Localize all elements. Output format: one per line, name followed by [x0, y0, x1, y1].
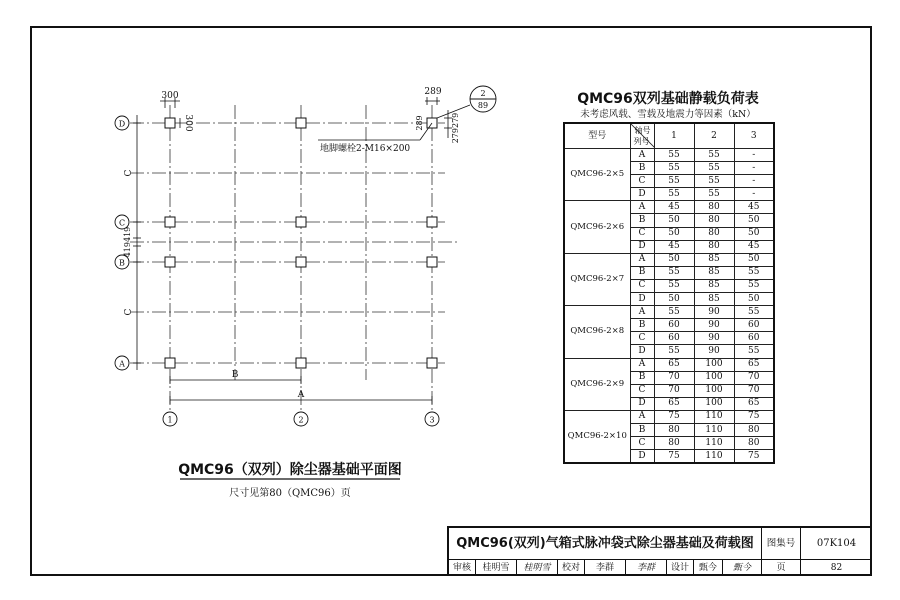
load-value-cell: 55 — [654, 149, 694, 162]
title-block — [447, 526, 872, 576]
axis-label-d: D — [118, 119, 126, 129]
load-value-cell: 75 — [734, 450, 774, 464]
load-value-cell: 75 — [734, 410, 774, 423]
row-id-cell: D — [630, 240, 654, 253]
axis-label-a: A — [119, 359, 125, 369]
load-value-cell: 110 — [694, 437, 734, 450]
page-label: 页 — [762, 560, 801, 576]
load-table-block — [563, 90, 773, 464]
load-value-cell: 55 — [734, 345, 774, 358]
row-id-cell: C — [630, 384, 654, 397]
load-value-cell: 90 — [694, 306, 734, 319]
dim-a: A — [297, 390, 305, 400]
load-value-cell: 85 — [694, 253, 734, 266]
load-value-cell: 80 — [694, 201, 734, 214]
load-value-cell: 55 — [654, 306, 694, 319]
review-label: 审核 — [449, 560, 476, 576]
load-value-cell: 80 — [694, 214, 734, 227]
load-value-cell: 55 — [654, 266, 694, 279]
load-value-cell: 55 — [654, 175, 694, 188]
load-value-cell: 90 — [694, 319, 734, 332]
load-value-cell: 85 — [694, 266, 734, 279]
dim-300-left: 300 — [183, 114, 193, 132]
drawing-title: QMC96(双列)气箱式脉冲袋式除尘器基础及荷载图 — [449, 528, 762, 559]
review-name: 桂明雪 — [476, 560, 517, 576]
load-table — [563, 122, 775, 464]
row-id-cell: D — [630, 450, 654, 464]
load-value-cell: 70 — [734, 384, 774, 397]
plan-note: 尺寸见第80（QMC96）页 — [229, 488, 351, 499]
load-value-cell: 90 — [694, 332, 734, 345]
load-value-cell: 50 — [654, 253, 694, 266]
load-value-cell: 50 — [734, 214, 774, 227]
design-signature: 甄今 — [723, 560, 762, 576]
plan-title: QMC96（双列）除尘器基础平面图 — [178, 462, 402, 478]
load-value-cell: 80 — [654, 437, 694, 450]
load-value-cell: 75 — [654, 410, 694, 423]
row-id-cell: D — [630, 188, 654, 201]
load-value-cell: 80 — [734, 423, 774, 436]
load-value-cell: 110 — [694, 423, 734, 436]
load-value-cell: 45 — [654, 240, 694, 253]
table-row — [564, 358, 774, 371]
dim-c-upper: C — [124, 169, 134, 177]
load-value-cell: 100 — [694, 384, 734, 397]
design-name: 甄今 — [694, 560, 723, 576]
load-value-cell: 85 — [694, 279, 734, 292]
load-value-cell: 55 — [694, 162, 734, 175]
load-value-cell: 50 — [654, 214, 694, 227]
load-value-cell: 55 — [654, 345, 694, 358]
load-value-cell: 60 — [654, 319, 694, 332]
load-value-cell: 65 — [734, 358, 774, 371]
row-id-cell: C — [630, 175, 654, 188]
load-value-cell: 100 — [694, 397, 734, 410]
table-row — [564, 253, 774, 266]
load-table-subtitle: 未考虑风载、雪载及地震力等因素（kN） — [580, 109, 756, 120]
load-value-cell: 50 — [654, 227, 694, 240]
header-axis-3: 3 — [734, 123, 774, 149]
row-id-cell: C — [630, 437, 654, 450]
design-label: 设计 — [667, 560, 694, 576]
load-value-cell: 50 — [734, 293, 774, 306]
load-value-cell: 50 — [734, 253, 774, 266]
row-id-cell: B — [630, 423, 654, 436]
load-value-cell: 65 — [734, 397, 774, 410]
header-axis-1: 1 — [654, 123, 694, 149]
load-value-cell: 80 — [694, 240, 734, 253]
load-value-cell: - — [734, 162, 774, 175]
axis-label-3: 3 — [429, 415, 435, 425]
model-cell: QMC96-2×6 — [564, 201, 630, 253]
load-value-cell: 55 — [734, 279, 774, 292]
load-value-cell: 60 — [654, 332, 694, 345]
load-value-cell: 100 — [694, 358, 734, 371]
model-cell: QMC96-2×10 — [564, 410, 630, 463]
load-value-cell: 100 — [694, 371, 734, 384]
load-value-cell: 80 — [734, 437, 774, 450]
row-id-cell: B — [630, 371, 654, 384]
row-id-cell: A — [630, 149, 654, 162]
load-value-cell: 90 — [694, 345, 734, 358]
load-value-cell: 70 — [654, 384, 694, 397]
anchor-bolt-label: 地脚螺栓2-M16×200 — [320, 144, 411, 154]
dim-289-top: 289 — [424, 87, 442, 97]
load-value-cell: 80 — [694, 227, 734, 240]
dim-300-top: 300 — [161, 91, 179, 101]
axis-label-b: B — [119, 258, 125, 268]
row-id-cell: A — [630, 201, 654, 214]
load-value-cell: 45 — [654, 201, 694, 214]
table-row — [564, 410, 774, 423]
load-value-cell: 65 — [654, 358, 694, 371]
row-id-cell: A — [630, 410, 654, 423]
load-value-cell: 55 — [694, 149, 734, 162]
load-value-cell: 55 — [694, 175, 734, 188]
load-table-title: QMC96双列基础静载负荷表 — [577, 91, 759, 107]
header-axis-row — [630, 123, 654, 149]
row-id-cell: A — [630, 253, 654, 266]
load-value-cell: - — [734, 175, 774, 188]
load-value-cell: - — [734, 149, 774, 162]
row-id-cell: C — [630, 279, 654, 292]
load-value-cell: 70 — [734, 371, 774, 384]
load-value-cell: 110 — [694, 410, 734, 423]
load-value-cell: 55 — [734, 266, 774, 279]
load-value-cell: 45 — [734, 240, 774, 253]
table-row — [564, 149, 774, 162]
check-label: 校对 — [558, 560, 585, 576]
row-id-cell: A — [630, 306, 654, 319]
load-value-cell: 55 — [694, 188, 734, 201]
dim-279: 279279 — [451, 112, 460, 144]
table-header-row — [564, 123, 774, 149]
atlas-number: 07K104 — [816, 538, 857, 549]
check-name: 李群 — [585, 560, 626, 576]
load-value-cell: 60 — [734, 332, 774, 345]
header-col: 列号 — [633, 137, 650, 146]
row-id-cell: D — [630, 345, 654, 358]
row-id-cell: B — [630, 214, 654, 227]
load-value-cell: - — [734, 188, 774, 201]
row-id-cell: C — [630, 227, 654, 240]
table-body — [564, 149, 774, 464]
load-value-cell: 65 — [654, 397, 694, 410]
load-value-cell: 50 — [734, 227, 774, 240]
header-model: 型号 — [564, 123, 630, 149]
dim-b: B — [231, 370, 239, 380]
header-axis-2: 2 — [694, 123, 734, 149]
load-value-cell: 45 — [734, 201, 774, 214]
load-value-cell: 55 — [654, 279, 694, 292]
row-id-cell: C — [630, 332, 654, 345]
dim-c-lower: C — [124, 308, 134, 316]
load-value-cell: 55 — [734, 306, 774, 319]
row-id-cell: B — [630, 162, 654, 175]
atlas-label: 图集号 — [762, 528, 801, 559]
model-cell: QMC96-2×8 — [564, 306, 630, 358]
model-cell: QMC96-2×5 — [564, 149, 630, 201]
axis-label-1: 1 — [167, 415, 173, 425]
model-cell: QMC96-2×7 — [564, 253, 630, 305]
row-id-cell: B — [630, 319, 654, 332]
axis-label-2: 2 — [298, 415, 304, 425]
row-id-cell: B — [630, 266, 654, 279]
load-value-cell: 55 — [654, 188, 694, 201]
dim-419: 419419 — [123, 226, 132, 258]
detail-page: 89 — [477, 101, 489, 110]
axis-label-c: C — [118, 218, 126, 228]
page-number: 82 — [830, 563, 843, 573]
table-row — [564, 306, 774, 319]
row-id-cell: D — [630, 397, 654, 410]
model-cell: QMC96-2×9 — [564, 358, 630, 410]
load-value-cell: 55 — [654, 162, 694, 175]
load-value-cell: 80 — [654, 423, 694, 436]
dim-289-side: 289 — [415, 115, 424, 131]
load-value-cell: 50 — [654, 293, 694, 306]
load-value-cell: 60 — [734, 319, 774, 332]
review-signature: 桂明雪 — [517, 560, 558, 576]
detail-number: 2 — [480, 89, 486, 98]
row-id-cell: A — [630, 358, 654, 371]
load-value-cell: 75 — [654, 450, 694, 464]
load-value-cell: 85 — [694, 293, 734, 306]
check-signature: 李群 — [626, 560, 667, 576]
table-row — [564, 201, 774, 214]
header-axis: 轴号 — [634, 126, 651, 135]
load-value-cell: 110 — [694, 450, 734, 464]
row-id-cell: D — [630, 293, 654, 306]
load-value-cell: 70 — [654, 371, 694, 384]
